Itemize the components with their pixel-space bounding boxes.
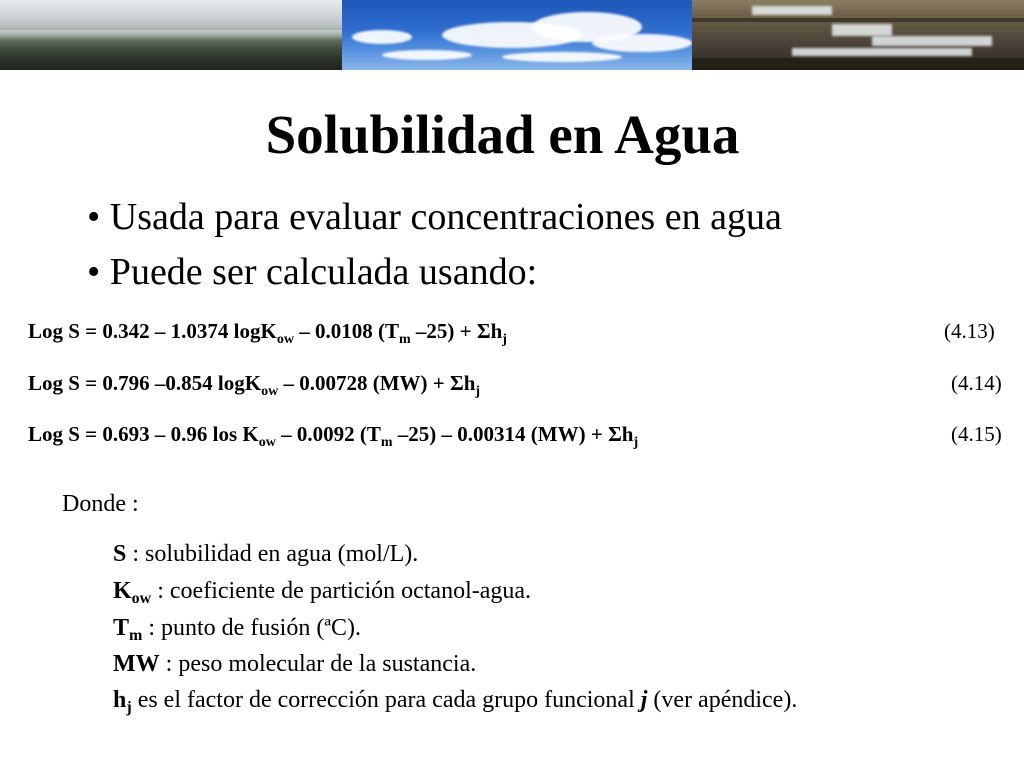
definitions-list (113, 536, 797, 718)
page-title: Solubilidad en Agua (265, 104, 740, 165)
definition-hj: $h_j$ es el factor de corrección para cada grupo funcional j (ver apéndice). (113, 687, 798, 716)
definition-kow: $K_{ow}$ : coeficiente de partición octanol-agua. (113, 578, 532, 607)
equation-number: (4.15) (951, 422, 1002, 446)
definition-tm: $T_m$ : punto de fusión (ªC). (113, 615, 361, 644)
equation-4-15: Log S = 0.693 – 0.96 los $K_{ow} - 0.0092$ ($T_m$ –25) – 0.00314 $(MW) + \Sigma h_j$ (28, 422, 639, 450)
bullet-item: • Puede ser calculada usando: (87, 251, 538, 293)
bullet-list (87, 190, 782, 300)
definition-s: S : solubilidad en agua (mol/L). (113, 541, 419, 567)
header-banner (0, 0, 1024, 70)
donde-label: Donde : (62, 491, 139, 517)
equation-number: (4.14) (951, 371, 1002, 395)
landscape-photo (0, 0, 342, 70)
equation-number: (4.13) (944, 319, 995, 343)
equation-4-14: Log S = 0.796 –0.854 logK$_{ow}$ – 0.00728 $(MW) + \Sigma h_j$ (28, 371, 481, 399)
definition-mw: MW : peso molecular de la sustancia. (113, 651, 477, 677)
waterfall-photo (692, 0, 1024, 70)
equation-4-13: Log S = 0.342 – 1.0374 logK$_{ow}$ – 0.0108 ($T_m$ $-25) + \Sigma h_j$ (28, 319, 507, 347)
bullet-item: • Usada para evaluar concentraciones en agua (87, 196, 782, 238)
sky-clouds-photo (342, 0, 692, 70)
